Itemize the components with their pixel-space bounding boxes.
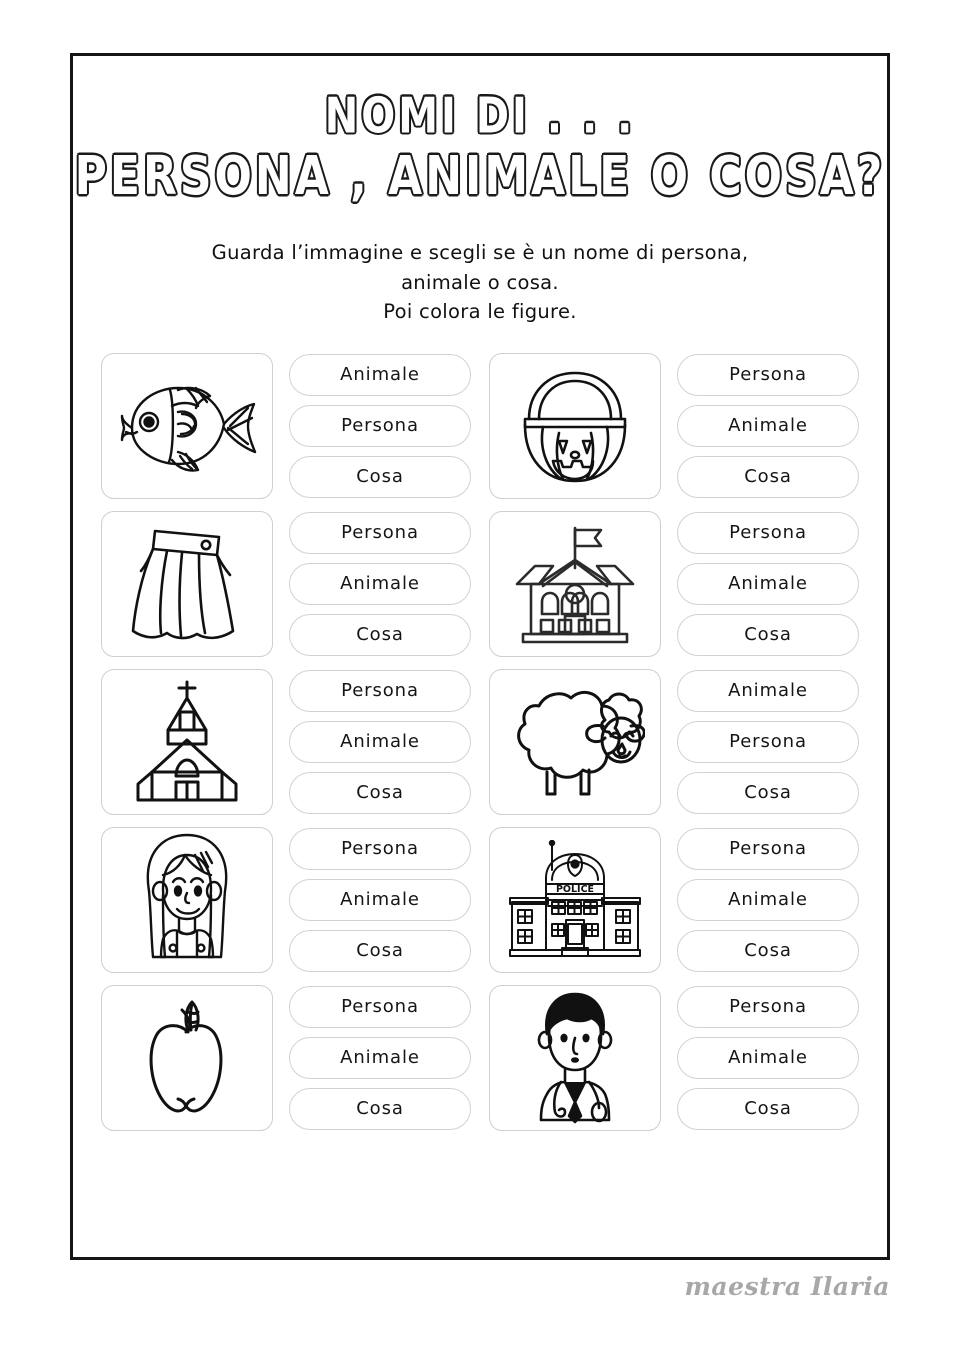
picture-card-doctor: [489, 985, 661, 1131]
picture-card-apple: [101, 985, 273, 1131]
option-button[interactable]: Cosa: [289, 930, 471, 972]
option-button[interactable]: Cosa: [289, 456, 471, 498]
option-column: [677, 511, 859, 656]
option-button[interactable]: Animale: [289, 1037, 471, 1079]
girl-icon: [129, 831, 245, 969]
option-button[interactable]: Animale: [289, 721, 471, 763]
option-button[interactable]: Animale: [677, 405, 859, 447]
option-column: [677, 827, 859, 972]
option-button[interactable]: Cosa: [289, 614, 471, 656]
pumpkin-basket-icon: [513, 363, 637, 489]
page-title: [73, 88, 887, 208]
police-station-icon: [504, 840, 646, 960]
exercise-item: [489, 827, 859, 973]
option-column: [677, 353, 859, 498]
option-button[interactable]: Cosa: [289, 772, 471, 814]
option-button[interactable]: Cosa: [677, 1088, 859, 1130]
option-button[interactable]: Animale: [677, 1037, 859, 1079]
title-line-1: NOMI DI . . .: [324, 88, 636, 145]
option-button[interactable]: Persona: [677, 354, 859, 396]
apple-icon: [128, 994, 246, 1122]
picture-card-girl: [101, 827, 273, 973]
picture-card-skirt: [101, 511, 273, 657]
option-button[interactable]: Persona: [289, 512, 471, 554]
option-column: [289, 827, 471, 972]
option-button[interactable]: Persona: [289, 405, 471, 447]
exercise-item: [101, 669, 471, 815]
instructions-line-1: Guarda l’immagine e scegli se è un nome di persona,: [211, 241, 749, 264]
instructions-line-2: animale o cosa.: [401, 270, 559, 294]
option-button[interactable]: Animale: [677, 563, 859, 605]
option-column: [289, 985, 471, 1130]
church-icon: [128, 678, 246, 806]
option-button[interactable]: Cosa: [289, 1088, 471, 1130]
exercise-grid: [73, 353, 887, 1131]
option-column: [677, 669, 859, 814]
option-column: [289, 511, 471, 656]
exercise-item: [101, 511, 471, 657]
picture-card-church: [101, 669, 273, 815]
police-sign-text: POLICE: [555, 883, 595, 895]
exercise-item: [489, 985, 859, 1131]
instructions-line-3: Poi colora le figure.: [383, 300, 577, 324]
option-button[interactable]: Animale: [289, 354, 471, 396]
option-column: [677, 985, 859, 1130]
option-column: [289, 353, 471, 498]
fish-icon: [112, 366, 262, 486]
picture-card-sheep: [489, 669, 661, 815]
skirt-icon: [127, 521, 247, 647]
picture-card-fish: [101, 353, 273, 499]
option-button[interactable]: Persona: [289, 986, 471, 1028]
exercise-item: [489, 669, 859, 815]
exercise-item: [101, 353, 471, 499]
picture-card-school: [489, 511, 661, 657]
instructions-block: [73, 238, 887, 327]
doctor-icon: [517, 990, 633, 1126]
option-button[interactable]: Animale: [677, 879, 859, 921]
picture-card-police-station: [489, 827, 661, 973]
school-building-icon: [509, 522, 641, 646]
option-button[interactable]: Cosa: [677, 772, 859, 814]
option-column: [289, 669, 471, 814]
worksheet-page: [70, 53, 890, 1260]
option-button[interactable]: Persona: [289, 670, 471, 712]
picture-card-pumpkin: [489, 353, 661, 499]
option-button[interactable]: Cosa: [677, 930, 859, 972]
title-line-2: PERSONA , ANIMALE O COSA?: [74, 145, 886, 208]
exercise-item: [489, 511, 859, 657]
option-button[interactable]: Persona: [677, 512, 859, 554]
option-button[interactable]: Cosa: [677, 456, 859, 498]
exercise-item: [101, 985, 471, 1131]
option-button[interactable]: Persona: [677, 721, 859, 763]
option-button[interactable]: Animale: [289, 563, 471, 605]
exercise-item: [101, 827, 471, 973]
option-button[interactable]: Animale: [289, 879, 471, 921]
option-button[interactable]: Cosa: [677, 614, 859, 656]
sheep-icon: [505, 682, 645, 802]
option-button[interactable]: Animale: [677, 670, 859, 712]
footer-watermark: maestra Ilaria: [684, 1272, 890, 1301]
option-button[interactable]: Persona: [289, 828, 471, 870]
exercise-item: [489, 353, 859, 499]
option-button[interactable]: Persona: [677, 986, 859, 1028]
option-button[interactable]: Persona: [677, 828, 859, 870]
